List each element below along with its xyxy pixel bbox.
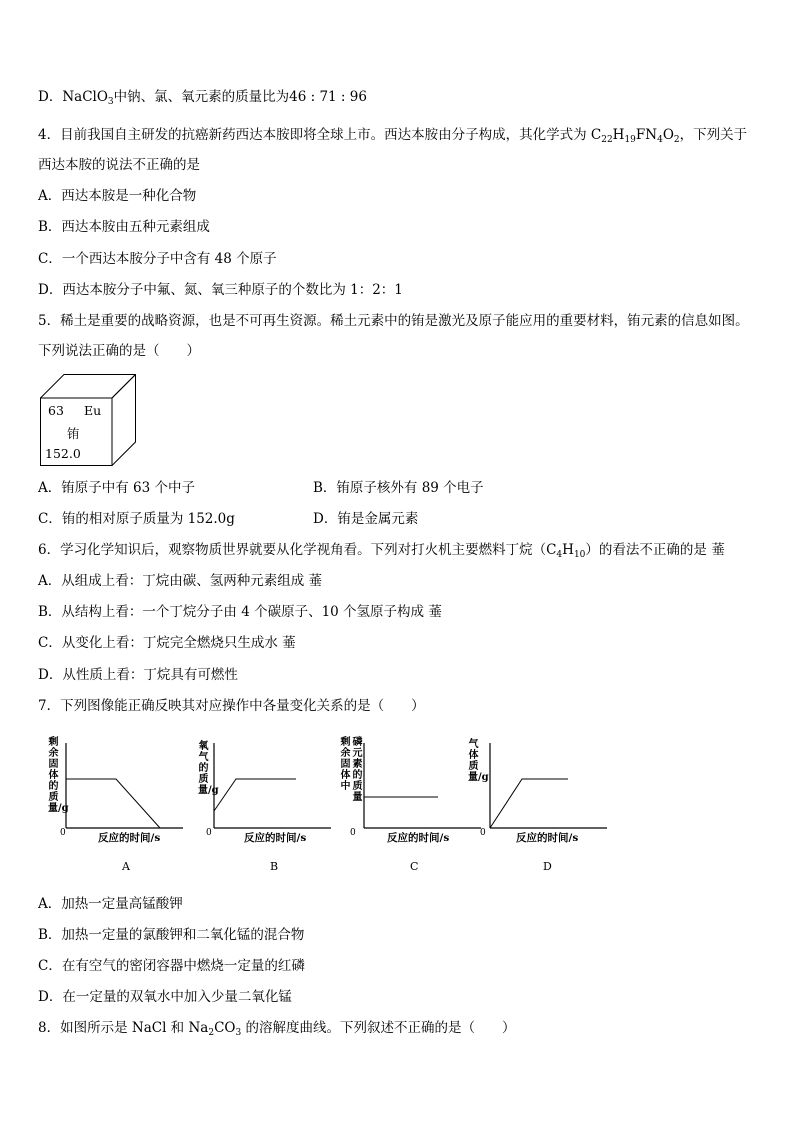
graph-a-origin: 0 (60, 828, 66, 838)
q5-option-a: A．铕原子中有 63 个中子 (38, 480, 196, 496)
q6-option-a: A．从组成上看：丁烷由碳、氢两种元素组成 菙 (38, 573, 323, 589)
q5-option-c: C．铕的相对原子质量为 152.0g (38, 511, 235, 527)
q7-stem: 7．下列图像能正确反映其对应操作中各量变化关系的是（ ） (38, 698, 425, 714)
q5-stem-line1: 5．稀土是重要的战略资源，也是不可再生资源。稀土元素中的铕是激光及原子能应用的重要材料，铕元素的信息如图。 (38, 313, 749, 329)
q4-option-d: D．西达本胺分子中氟、氮、氧三种原子的个数比为 1：2：1 (38, 282, 403, 298)
q4-option-b: B．西达本胺由五种元素组成 (38, 219, 210, 235)
q4-stem-line1: 4．目前我国自主研发的抗癌新药西达本胺即将全球上市。西达本胺由分子构成，其化学式为 $C_{22}H_{19}FN_4O_2$，下列关于 (38, 127, 748, 145)
graph-b-origin: 0 (206, 828, 212, 838)
element-symbol: Eu (84, 403, 102, 418)
element-mass: 152.0 (45, 446, 81, 461)
q3-option-d: D．NaClO$_3$中钠、氯、氧元素的质量比为46 : 71 : 96 (38, 89, 367, 107)
q7-option-c: C．在有空气的密闭容器中燃烧一定量的红磷 (38, 958, 305, 974)
element-atomic-number: 63 (48, 403, 64, 418)
graph-a-xlabel: 反应的时间/s (98, 832, 161, 844)
q4-option-c: C．一个西达本胺分子中含有 48 个原子 (38, 251, 277, 267)
graph-b-ylabel: 氧气的质量/g (198, 741, 219, 796)
q6-option-b: B．从结构上看：一个丁烷分子由 4 个碳原子、10 个氢原子构成 菙 (38, 604, 442, 620)
graph-b-xlabel: 反应的时间/s (244, 832, 307, 844)
graph-c (356, 733, 489, 833)
graph-d-letter: D (543, 860, 552, 873)
graph-c-xlabel: 反应的时间/s (387, 832, 450, 844)
q6-option-d: D．从性质上看：丁烷具有可燃性 (38, 667, 238, 683)
graph-a-letter: A (122, 860, 130, 873)
graph-d-origin: 0 (480, 828, 486, 838)
q5-stem-line2: 下列说法正确的是（ ） (38, 343, 200, 359)
q7-option-d: D．在一定量的双氧水中加入少量二氧化锰 (38, 989, 292, 1005)
graph-c-origin: 0 (350, 828, 356, 838)
element-card (40, 374, 136, 466)
q7-option-a: A．加热一定量高锰酸钾 (38, 896, 183, 912)
graph-d (482, 733, 612, 833)
q5-option-b: B．铕原子核外有 89 个电子 (313, 480, 484, 496)
graph-a-ylabel: 剩余固体的质量/g (48, 737, 69, 814)
q4-stem-line2: 西达本胺的说法不正确的是 (38, 157, 200, 173)
q7-option-b: B．加热一定量的氯酸钾和二氧化锰的混合物 (38, 927, 305, 943)
graph-d-ylabel: 气体质量/g (468, 739, 489, 783)
q8-stem: 8．如图所示是 NaCl 和 $Na_2CO_3$ 的溶解度曲线。下列叙述不正确的是（ ） (38, 1020, 516, 1038)
graph-c-ylabel: 磷元素的质量 (352, 737, 363, 803)
q4-option-a: A．西达本胺是一种化合物 (38, 188, 197, 204)
graph-c-letter: C (410, 860, 419, 873)
graph-d-xlabel: 反应的时间/s (516, 832, 579, 844)
element-name: 铕 (67, 426, 80, 441)
graph-b (206, 733, 336, 833)
q6-option-c: C．从变化上看：丁烷完全燃烧只生成水 菙 (38, 635, 296, 651)
q5-option-d: D．铕是金属元素 (313, 511, 419, 527)
graph-a (58, 733, 188, 833)
graph-b-letter: B (270, 860, 279, 873)
q6-stem: 6．学习化学知识后，观察物质世界就要从化学视角看。下列对打火机主要燃料丁烷$(C_4H_{10})$的看法不正确的是 菙 (38, 542, 725, 560)
graph-c-ylabel2: 剩余固体中 (340, 737, 351, 792)
